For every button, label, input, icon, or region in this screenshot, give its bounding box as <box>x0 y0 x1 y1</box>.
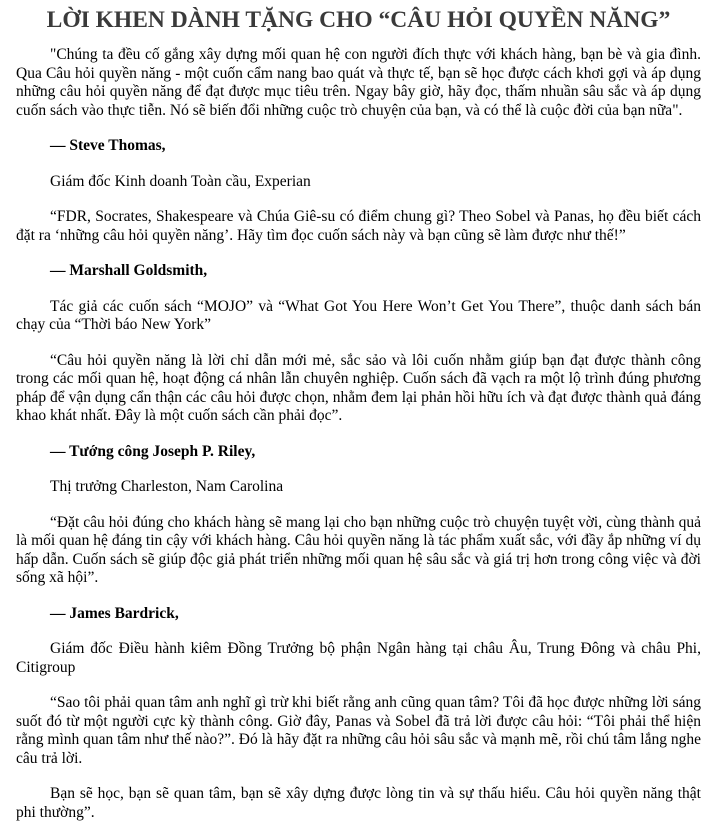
author-role: Tác giả các cuốn sách “MOJO” và “What Got You Here Won’t Get You There”, thuộc danh sách bán chạy của “Thời báo New York” <box>16 297 701 333</box>
quote-paragraph: “FDR, Socrates, Shakespeare và Chúa Giê-su có điểm chung gì? Theo Sobel và Panas, họ đều biết cách đặt ra ‘những câu hỏi quyền năng’. Hãy tìm đọc cuốn sách này và bạn cũng sẽ làm được như thế!” <box>16 208 701 244</box>
author-role: Thị trưởng Charleston, Nam Carolina <box>50 478 284 495</box>
quote-paragraph: “Câu hỏi quyền năng là lời chỉ dẫn mới mẻ, sắc sảo và lôi cuốn nhằm giúp bạn đạt được thành công trong các mối quan hệ, hoạt động cá nhân lẫn chuyên nghiệp. Cuốn sách đã vạch ra một lộ trình đúng phương pháp để vận dụng cẩn thận các câu hỏi được chọn, nhằm đem lại phản hồi hữu ích và đạt được thành quả đáng khao khát nhất. Đây là một cuốn sách cần phải đọc”. <box>16 351 701 424</box>
page-title: LỜI KHEN DÀNH TẶNG CHO “CÂU HỎI QUYỀN NĂNG” <box>46 7 671 33</box>
quote-author: — Tướng công Joseph P. Riley, <box>50 442 256 460</box>
author-role: Giám đốc Điều hành kiêm Đồng Trưởng bộ phận Ngân hàng tại châu Âu, Trung Đông và châu Phi, Citigroup <box>16 640 701 676</box>
author-role: Giám đốc Kinh doanh Toàn cầu, Experian <box>50 172 311 190</box>
quote-author: — Marshall Goldsmith, <box>50 262 208 279</box>
quote-paragraph: Bạn sẽ học, bạn sẽ quan tâm, bạn sẽ xây dựng được lòng tin và sự thấu hiểu. Câu hỏi quyền năng thật phi thường”. <box>16 785 701 821</box>
quote-paragraph: “Sao tôi phải quan tâm anh nghĩ gì trừ khi biết rằng anh cũng quan tâm? Tôi đã học được những lời sáng suốt đó từ một người cực kỳ thành công. Giờ đây, Panas và Sobel đã trả lời được câu hỏi: “Tôi phải thể hiện rằng mình quan tâm như thế nào?”. Đó là hãy đặt ra những câu hỏi sâu sắc và mạnh mẽ, rồi chú tâm lắng nghe câu trả lời. <box>16 694 701 767</box>
quote-paragraph: “Đặt câu hỏi đúng cho khách hàng sẽ mang lại cho bạn những cuộc trò chuyện tuyệt vời, cùng thành quả là mối quan hệ đáng tin cậy với khách hàng. Câu hỏi quyền năng là tác phẩm xuất sắc, với đầy ắp những ví dụ hấp dẫn. Cuốn sách sẽ giúp độc giả phát triển những mối quan hệ sâu sắc và giá trị hơn trong công việc và đời sống xã hội”. <box>16 513 701 586</box>
quote-author: — James Bardrick, <box>50 604 179 622</box>
quote-paragraph: "Chúng ta đều cố gắng xây dựng mối quan hệ con người đích thực với khách hàng, bạn bè và gia đình. Qua Câu hỏi quyền năng - một cuốn cẩm nang bao quát và thực tế, bạn sẽ học được cách khơi gợi và áp dụng những câu hỏi quyền năng để đạt được mục tiêu trên. Ngay bây giờ, hãy đọc, thấm nhuần sâu sắc và áp dụng cuốn sách vào thực tiễn. Nó sẽ biến đổi những cuộc trò chuyện của bạn, và có thể là cuộc đời của bạn nữa". <box>16 46 701 119</box>
quote-author: — Steve Thomas, <box>50 137 166 154</box>
